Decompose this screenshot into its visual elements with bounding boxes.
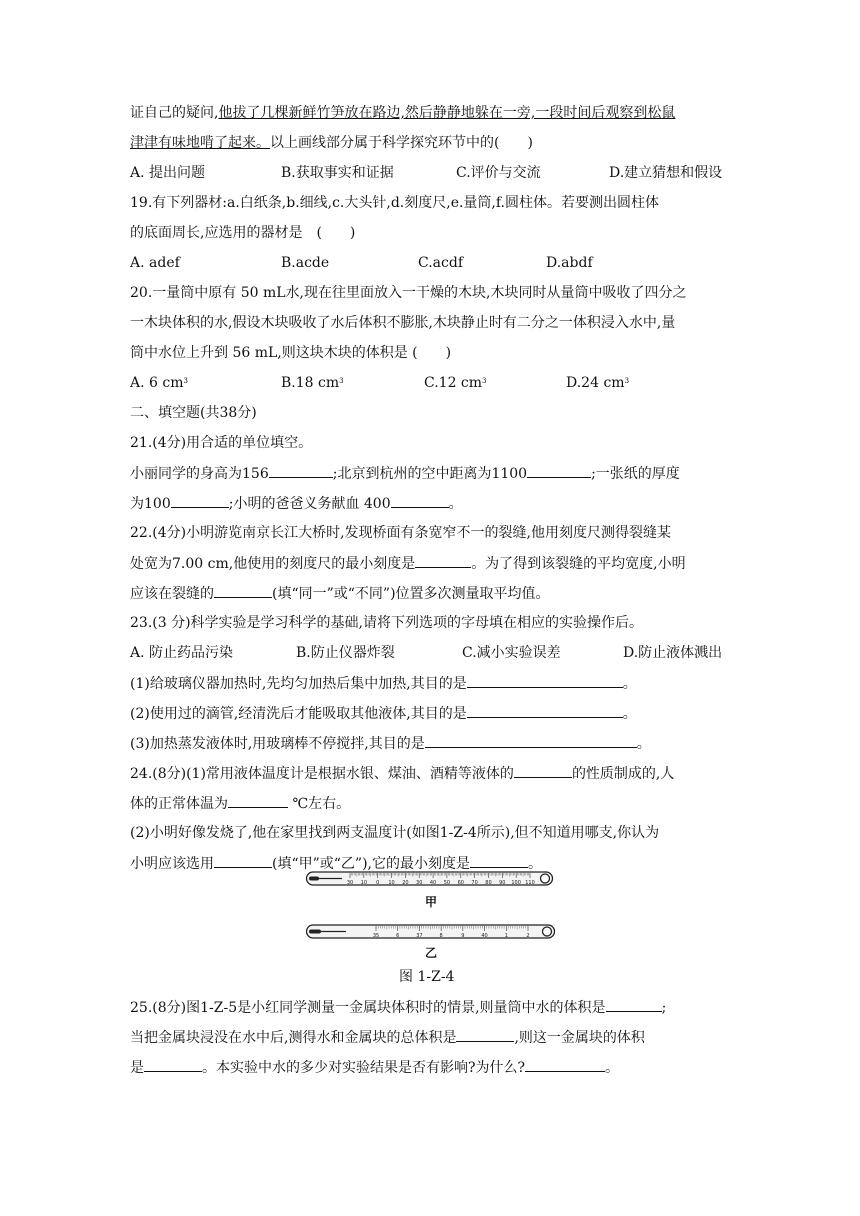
answer-blank[interactable] <box>527 463 591 478</box>
thermometer-jia-scale-number: 40 <box>429 880 437 886</box>
thermometer-jia-scale-number: 20 <box>402 880 409 886</box>
thermometer-yi-scale-number: 35 <box>372 933 380 939</box>
q18-option-d: D.建立猜想和假设 <box>609 165 723 181</box>
q21-title: 21.(4分)用合适的单位填空。 <box>130 435 313 451</box>
answer-blank[interactable] <box>214 853 272 868</box>
q19-option-c: C.acdf <box>418 255 463 271</box>
q20-option-d: D.24 $cm^3$ <box>566 375 630 391</box>
thermometer-jia-scale-number: 50 <box>443 880 451 886</box>
answer-blank[interactable] <box>425 733 637 748</box>
q23-option-d: D.防止液体溅出 <box>623 645 723 661</box>
q21-line2: 为100 ;小明的爸爸义务献血 400 。 <box>130 493 463 514</box>
thermometer-yi-scale-number: 37 <box>416 933 423 939</box>
thermometer-yi-scale-number: 8 <box>439 933 443 939</box>
answer-blank[interactable] <box>514 763 572 778</box>
q20-line3: 筒中水位上升到 56 mL,则这块木块的体积是 ( ) <box>130 345 452 361</box>
thermometer-yi-label: 乙 <box>425 946 438 960</box>
thermometer-jia-scale-number: 30 <box>346 880 354 886</box>
figure-caption: 图 1-Z-4 <box>399 969 455 985</box>
q19-line2: 的底面周长,应选用的器材是 ( ) <box>130 225 356 241</box>
thermometer-yi-scale-number: 9 <box>461 933 465 939</box>
section-heading-fill-blank: 二、填空题(共38分) <box>130 405 257 421</box>
q23-option-b: B.防止仪器炸裂 <box>296 645 395 661</box>
answer-blank[interactable] <box>456 1027 514 1042</box>
q25-line2: 当把金属块浸没在水中后,测得水和金属块的总体积是 ,则这一金属块的体积 <box>130 1027 645 1048</box>
answer-blank[interactable] <box>415 553 471 568</box>
q20-option-a: A. 6 $cm^3$ <box>130 375 188 391</box>
answer-blank[interactable] <box>391 493 449 508</box>
answer-blank[interactable] <box>470 853 528 868</box>
thermometer-jia-scale-number: 70 <box>471 880 478 886</box>
q19-option-d: D.abdf <box>546 255 593 271</box>
thermometer-jia-scale-number: 10 <box>388 880 395 886</box>
thermometer-jia-scale-number: 30 <box>416 880 423 886</box>
q24-line1: 24.(8分)(1)常用液体温度计是根据水银、煤油、酒精等液体的 的性质制成的,人 <box>130 763 674 784</box>
thermometer-yi-scale-number: 40 <box>481 933 488 939</box>
thermometer-yi-scale-number: 2 <box>526 933 530 939</box>
thermometer-jia-label: 甲 <box>425 895 438 909</box>
q21-line1: 小丽同学的身高为156 ;北京到杭州的空中距离为1100 ;一张纸的厚度 <box>130 463 680 484</box>
answer-blank[interactable] <box>467 673 623 688</box>
thermometer-jia-scale-number: 60 <box>457 880 464 886</box>
thermometer-jia-scale-number: 90 <box>499 880 506 886</box>
thermometer-jia-scale-number: 0 <box>376 880 380 886</box>
answer-blank[interactable] <box>467 703 623 718</box>
q20-option-b: B.18 $cm^3$ <box>281 375 344 391</box>
q20-line1: 20.一量筒中原有 50 mL水,现在往里面放入一干燥的木块,木块同时从量筒中吸收了四分之 <box>130 285 687 301</box>
answer-blank[interactable] <box>171 493 229 508</box>
q25-line3: 是 。本实验中水的多少对实验结果是否有影响?为什么? 。 <box>130 1057 619 1078</box>
q23-part2: (2)使用过的滴管,经清洗后才能吸取其他液体,其目的是 。 <box>130 703 637 724</box>
thermometer-jia-scale-number: 110 <box>525 880 535 886</box>
q18-option-c: C.评价与交流 <box>456 165 541 181</box>
q18-option-a: A. 提出问题 <box>130 165 206 181</box>
q19-line1: 19.有下列器材:a.白纸条,b.细线,c.大头针,d.刻度尺,e.量筒,f.圆柱体。若要测出圆柱体 <box>130 195 660 211</box>
q18-option-b: B.获取事实和证据 <box>281 165 394 181</box>
thermometer-yi-scale-number: 6 <box>396 933 400 939</box>
q20-option-c: C.12 $cm^3$ <box>424 375 487 391</box>
q18-underlined-text: 他拔了几棵新鲜竹笋放在路边,然后静静地躲在一旁,一段时间后观察到松鼠 <box>218 105 676 121</box>
q22-line1: 22.(4分)小明游览南京长江大桥时,发现桥面有条宽窄不一的裂缝,他用刻度尺测得裂缝某 <box>130 525 671 541</box>
answer-blank[interactable] <box>525 1057 605 1072</box>
q18-line2: 津津有味地啃了起来。以上画线部分属于科学探究环节中的( ) <box>130 135 533 151</box>
q19-option-b: B.acde <box>281 255 330 271</box>
q23-option-a: A. 防止药品污染 <box>130 645 234 661</box>
q24-line2: 体的正常体温为 ℃左右。 <box>130 793 350 814</box>
answer-blank[interactable] <box>228 793 288 808</box>
q22-line3: 应该在裂缝的 (填“同一”或“不同”)位置多次测量取平均值。 <box>130 583 550 604</box>
q19-option-a: A. adef <box>130 255 180 271</box>
thermometer-yi <box>306 922 556 942</box>
answer-blank[interactable] <box>144 1057 202 1072</box>
q23-part3: (3)加热蒸发液体时,用玻璃棒不停搅拌,其目的是 。 <box>130 733 651 754</box>
thermometer-jia-scale-number: 100 <box>511 880 521 886</box>
thermometer-jia-scale-number: 80 <box>485 880 492 886</box>
q18-line1: 证自己的疑问,他拔了几棵新鲜竹笋放在路边,然后静静地躲在一旁,一段时间后观察到松鼠 <box>130 105 676 121</box>
thermometer-yi-scale-number: 1 <box>504 933 508 939</box>
q25-line1: 25.(8分)图1-Z-5是小红同学测量一金属块体积时的情景,则量筒中水的体积是 ; <box>130 997 666 1018</box>
answer-blank[interactable] <box>269 463 333 478</box>
answer-blank[interactable] <box>606 997 662 1012</box>
q22-line2: 处宽为7.00 cm,他使用的刻度尺的最小刻度是 。为了得到该裂缝的平均宽度,小明 <box>130 553 686 574</box>
thermometer-jia <box>306 869 554 889</box>
q23-part1: (1)给玻璃仪器加热时,先均匀加热后集中加热,其目的是 。 <box>130 673 637 694</box>
answer-blank[interactable] <box>214 583 272 598</box>
thermometer-jia-scale-number: 10 <box>360 880 368 886</box>
q24-line3: (2)小明好像发烧了,他在家里找到两支温度计(如图1-Z-4所示),但不知道用哪支,你认为 <box>130 825 660 841</box>
q23-option-c: C.减小实验误差 <box>462 645 561 661</box>
q20-line2: 一木块体积的水,假设木块吸收了水后体积不膨胀,木块静止时有二分之一体积浸入水中,量 <box>130 315 676 331</box>
q23-title: 23.(3 分)科学实验是学习科学的基础,请将下列选项的字母填在相应的实验操作后。 <box>130 615 643 631</box>
q24-line4: 小明应该选用 (填“甲”或“乙”),它的最小刻度是 。 <box>130 853 542 874</box>
